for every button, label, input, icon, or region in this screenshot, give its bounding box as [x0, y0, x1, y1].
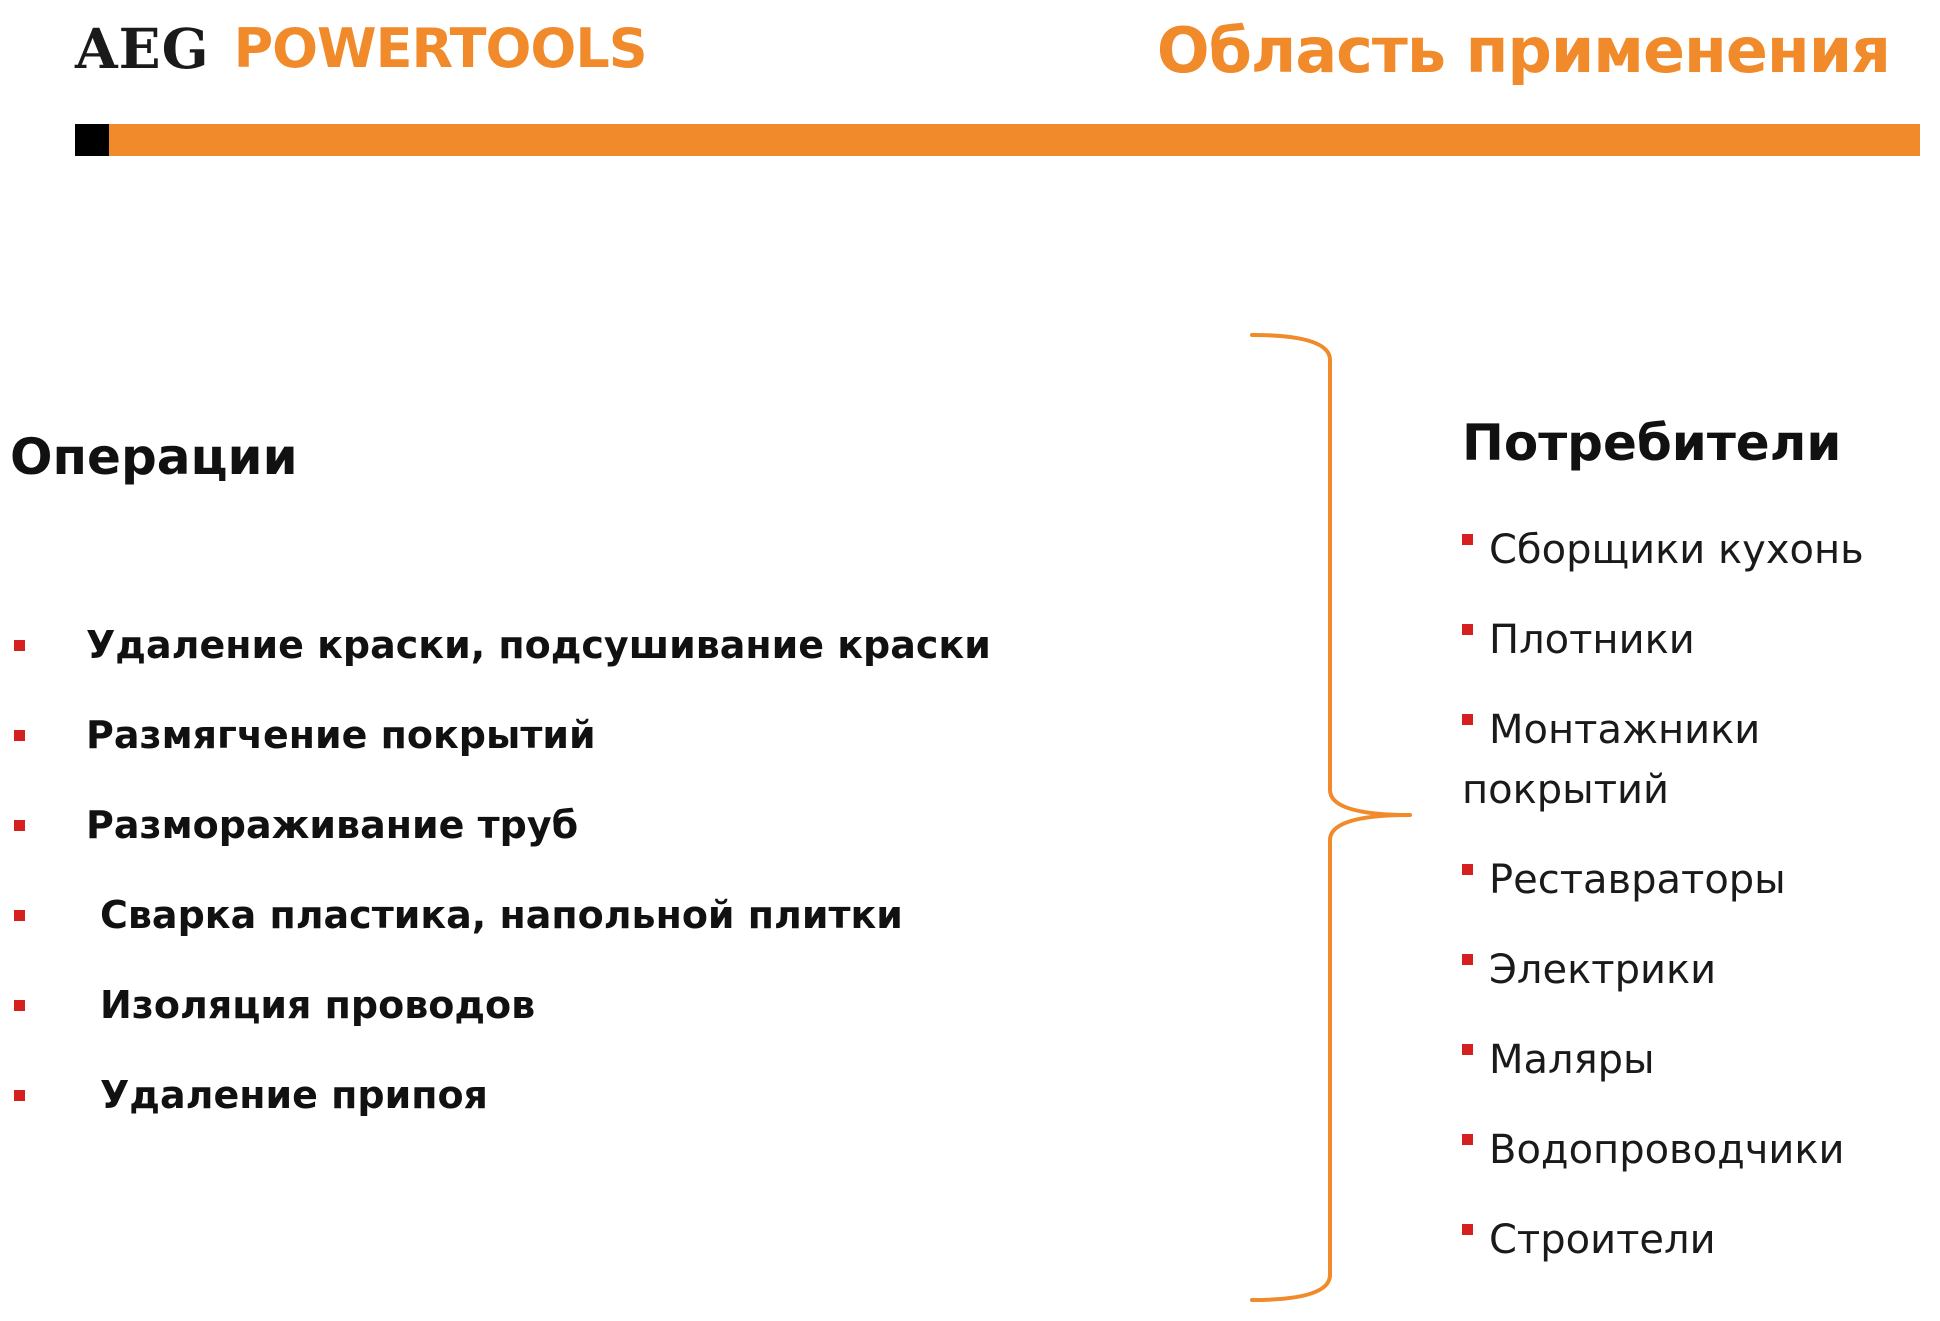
bullet-square-icon: [14, 1090, 25, 1101]
consumer-text: Сборщики кухонь: [1489, 527, 1864, 573]
operation-text: Удаление краски, подсушивание краски: [86, 623, 991, 667]
bullet-square-icon: [1462, 1134, 1473, 1145]
consumer-item: [1462, 595, 1902, 685]
header-divider-bar: [75, 124, 1920, 156]
consumers-heading: Потребители: [1462, 414, 1842, 472]
operation-text: Изоляция проводов: [100, 983, 536, 1027]
consumer-item: [1462, 505, 1902, 595]
consumer-item: [1462, 925, 1902, 1015]
bullet-square-icon: [1462, 954, 1473, 965]
header-divider-cap: [75, 124, 109, 156]
brand-logo: [75, 8, 647, 88]
operation-text: Размораживание труб: [86, 803, 579, 847]
bullet-square-icon: [1462, 864, 1473, 875]
bullet-square-icon: [1462, 1044, 1473, 1055]
consumer-text: Маляры: [1489, 1037, 1655, 1083]
bullet-square-icon: [1462, 714, 1473, 725]
slide-title: Область применения: [1156, 13, 1890, 87]
consumer-text: Строители: [1489, 1217, 1716, 1263]
consumer-item: [1462, 1015, 1902, 1105]
consumer-item: [1462, 685, 1902, 835]
bullet-square-icon: [14, 730, 25, 741]
consumer-text: Электрики: [1489, 947, 1717, 993]
consumer-text: Плотники: [1489, 617, 1695, 663]
consumers-list: [1462, 505, 1902, 1285]
bullet-square-icon: [14, 820, 25, 831]
consumer-item: [1462, 835, 1902, 925]
consumer-text: Водопроводчики: [1489, 1127, 1845, 1173]
consumer-item: [1462, 1105, 1902, 1195]
bullet-square-icon: [1462, 534, 1473, 545]
operation-text: Удаление припоя: [100, 1073, 488, 1117]
curly-brace-icon: [1240, 330, 1420, 1310]
bullet-square-icon: [14, 1000, 25, 1011]
consumer-text: Реставраторы: [1489, 857, 1786, 903]
operation-text: Сварка пластика, напольной плитки: [100, 893, 903, 937]
bullet-square-icon: [1462, 624, 1473, 635]
bullet-square-icon: [14, 910, 25, 921]
operation-text: Размягчение покрытий: [86, 713, 596, 757]
consumer-text: Монтажники покрытий: [1462, 707, 1761, 813]
consumer-item: [1462, 1195, 1902, 1285]
operations-heading: Операции: [10, 428, 298, 486]
brand-aeg: AEG: [75, 15, 210, 81]
bullet-square-icon: [1462, 1224, 1473, 1235]
brand-powertools: POWERTOOLS: [233, 16, 647, 80]
bullet-square-icon: [14, 640, 25, 651]
